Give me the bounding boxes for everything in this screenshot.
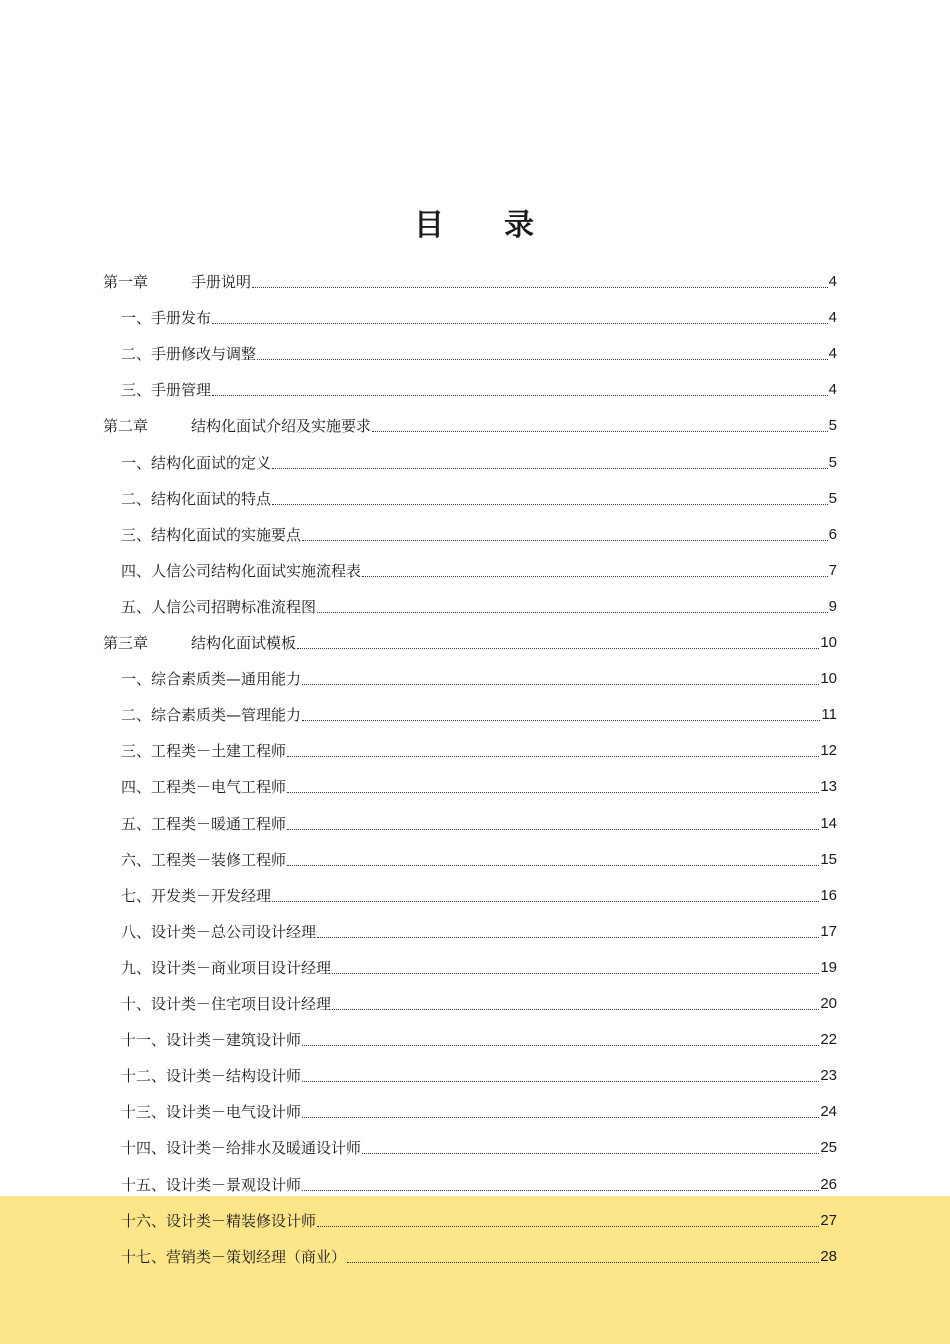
toc-entry-label bbox=[121, 741, 286, 761]
toc-chapter-entry[interactable] bbox=[0, 617, 950, 653]
dot-leader bbox=[302, 720, 820, 721]
chapter-number: 第二章 bbox=[103, 417, 149, 436]
toc-section-entry[interactable] bbox=[0, 1050, 950, 1086]
toc-entry-title: 五、工程类－暖通工程师 bbox=[121, 814, 287, 833]
toc-page-number: 28 bbox=[820, 1247, 837, 1265]
toc-entry-title: 结构化面试介绍及实施要求 bbox=[191, 417, 372, 436]
toc-entry-label bbox=[121, 380, 211, 400]
toc-section-entry[interactable] bbox=[0, 834, 950, 870]
toc-section-entry[interactable] bbox=[0, 1231, 950, 1267]
toc-entry-title: 十五、设计类－景观设计师 bbox=[121, 1175, 302, 1194]
toc-page-number: 22 bbox=[820, 1031, 837, 1049]
toc-entry-title: 一、手册发布 bbox=[121, 309, 212, 328]
toc-section-entry[interactable] bbox=[0, 581, 950, 617]
toc-section-entry[interactable] bbox=[0, 689, 950, 725]
toc-page-number: 23 bbox=[820, 1067, 837, 1085]
toc-entry-label bbox=[121, 453, 271, 473]
dot-leader bbox=[252, 287, 828, 288]
toc-entry-title: 十一、设计类－建筑设计师 bbox=[121, 1031, 302, 1050]
dot-leader bbox=[302, 1081, 819, 1082]
toc-page-number: 15 bbox=[820, 850, 837, 868]
toc-page-number: 25 bbox=[820, 1139, 837, 1157]
toc-page-number: 4 bbox=[828, 345, 837, 363]
toc-section-entry[interactable] bbox=[0, 473, 950, 509]
toc-entry-title: 十二、设计类－结构设计师 bbox=[121, 1067, 302, 1086]
toc-section-entry[interactable] bbox=[0, 725, 950, 761]
toc-section-entry[interactable] bbox=[0, 1122, 950, 1158]
dot-leader bbox=[302, 1117, 819, 1118]
dot-leader bbox=[372, 431, 828, 432]
toc-entry-label bbox=[121, 597, 316, 617]
toc-section-entry[interactable] bbox=[0, 761, 950, 797]
dot-leader bbox=[362, 1153, 819, 1154]
title-char: 录 bbox=[504, 208, 536, 243]
toc-page-number: 4 bbox=[828, 381, 837, 399]
toc-entry-label bbox=[121, 850, 286, 870]
toc-entry-label bbox=[121, 705, 301, 725]
toc-entry-title: 十四、设计类－给排水及暖通设计师 bbox=[121, 1139, 362, 1158]
toc-entry-title: 手册说明 bbox=[191, 273, 252, 291]
dot-leader bbox=[287, 756, 819, 757]
toc-page-number: 26 bbox=[820, 1175, 837, 1193]
toc-page-number: 5 bbox=[828, 417, 837, 435]
toc-section-entry[interactable] bbox=[0, 437, 950, 473]
toc-entry-title: 四、人信公司结构化面试实施流程表 bbox=[121, 561, 362, 580]
toc-section-entry[interactable] bbox=[0, 328, 950, 364]
toc-entry-title: 四、工程类－电气工程师 bbox=[121, 778, 287, 797]
toc-page-number: 20 bbox=[820, 995, 837, 1012]
toc-entry-label bbox=[121, 1066, 301, 1086]
toc-section-entry[interactable] bbox=[0, 798, 950, 834]
toc-page-number: 10 bbox=[820, 670, 837, 688]
toc-chapter-entry[interactable] bbox=[0, 400, 950, 436]
toc-page-number: 12 bbox=[820, 742, 837, 760]
toc-entry-title: 九、设计类－商业项目设计经理 bbox=[121, 958, 332, 977]
toc-entry-label bbox=[121, 922, 316, 942]
dot-leader bbox=[287, 792, 819, 793]
dot-leader bbox=[317, 612, 828, 613]
toc-page-number: 5 bbox=[828, 453, 837, 471]
toc-entry-label bbox=[121, 561, 361, 581]
dot-leader bbox=[272, 504, 828, 505]
toc-entry-label bbox=[121, 1247, 346, 1267]
toc-section-entry[interactable] bbox=[0, 653, 950, 689]
toc-entry-title: 一、结构化面试的定义 bbox=[121, 453, 272, 472]
toc-entry-label bbox=[121, 777, 286, 797]
toc-entry-title: 二、综合素质类—管理能力 bbox=[121, 706, 302, 725]
toc-page-number: 9 bbox=[828, 597, 837, 615]
toc-section-entry[interactable] bbox=[0, 509, 950, 545]
toc-page-number: 13 bbox=[820, 778, 837, 796]
toc-entry-label bbox=[121, 344, 256, 364]
toc-entry-title: 十、设计类－住宅项目设计经理 bbox=[121, 995, 332, 1013]
title-char: 目 bbox=[414, 208, 446, 243]
dot-leader bbox=[302, 1045, 819, 1046]
toc-chapter-entry[interactable] bbox=[0, 256, 950, 292]
dot-leader bbox=[287, 829, 819, 830]
toc-page-number: 4 bbox=[828, 273, 837, 290]
dot-leader bbox=[297, 648, 819, 649]
toc-page-number: 7 bbox=[828, 561, 837, 579]
toc-entry-label bbox=[103, 633, 296, 653]
toc-section-entry[interactable] bbox=[0, 292, 950, 328]
toc-entry-label bbox=[121, 814, 286, 834]
toc-entry-title: 三、工程类－土建工程师 bbox=[121, 742, 287, 761]
chapter-number: 第三章 bbox=[103, 634, 149, 652]
toc-entry-title: 二、手册修改与调整 bbox=[121, 345, 257, 364]
toc-page-number: 16 bbox=[820, 886, 837, 904]
toc-entry-label bbox=[103, 416, 371, 436]
dot-leader bbox=[257, 359, 828, 360]
toc-entry-label bbox=[121, 489, 271, 509]
toc-entry-title: 七、开发类－开发经理 bbox=[121, 886, 272, 905]
dot-leader bbox=[332, 1009, 819, 1010]
page-title bbox=[0, 200, 950, 244]
toc-entry-title: 三、结构化面试的实施要点 bbox=[121, 525, 302, 544]
toc-section-entry[interactable] bbox=[0, 545, 950, 581]
toc-entry-title: 三、手册管理 bbox=[121, 381, 212, 400]
toc-section-entry[interactable] bbox=[0, 870, 950, 906]
toc-entry-label bbox=[121, 1030, 301, 1050]
toc-entry-label bbox=[121, 886, 271, 906]
chapter-number: 第一章 bbox=[103, 273, 149, 291]
toc-page-number: 14 bbox=[820, 814, 837, 832]
toc-page-number: 17 bbox=[820, 922, 837, 940]
dot-leader bbox=[287, 865, 819, 866]
toc-section-entry[interactable] bbox=[0, 1014, 950, 1050]
toc-section-entry[interactable] bbox=[0, 364, 950, 400]
dot-leader bbox=[317, 1226, 819, 1227]
toc-entry-title: 十七、营销类－策划经理（商业） bbox=[121, 1247, 347, 1266]
toc-entry-label bbox=[121, 308, 211, 328]
toc-section-entry[interactable] bbox=[0, 978, 950, 1014]
toc-entry-label bbox=[121, 1175, 301, 1195]
toc-section-entry[interactable] bbox=[0, 942, 950, 978]
toc-page-number: 5 bbox=[828, 489, 837, 507]
toc-page-number: 24 bbox=[820, 1103, 837, 1121]
toc-entry-label bbox=[103, 272, 251, 292]
toc-entry-label bbox=[121, 994, 331, 1014]
toc-entry-label bbox=[121, 669, 301, 689]
toc-entry-title: 六、工程类－装修工程师 bbox=[121, 850, 287, 869]
toc-page-number: 10 bbox=[820, 634, 837, 651]
dot-leader bbox=[302, 684, 819, 685]
toc-entry-title: 结构化面试模板 bbox=[191, 634, 297, 652]
toc-entry-label bbox=[121, 1211, 316, 1231]
dot-leader bbox=[317, 937, 819, 938]
toc-page-number: 27 bbox=[820, 1211, 837, 1229]
dot-leader bbox=[212, 323, 828, 324]
dot-leader bbox=[302, 540, 828, 541]
dot-leader bbox=[272, 468, 828, 469]
dot-leader bbox=[302, 1190, 819, 1191]
toc-section-entry[interactable] bbox=[0, 1195, 950, 1231]
dot-leader bbox=[362, 576, 828, 577]
toc-section-entry[interactable] bbox=[0, 1159, 950, 1195]
toc-entry-title: 八、设计类－总公司设计经理 bbox=[121, 922, 317, 941]
toc-entry-title: 十六、设计类－精装修设计师 bbox=[121, 1211, 317, 1230]
toc-entry-label bbox=[121, 958, 331, 978]
toc-entry-label bbox=[121, 525, 301, 545]
toc-entry-title: 一、综合素质类—通用能力 bbox=[121, 670, 302, 689]
toc-page-number: 4 bbox=[828, 309, 837, 327]
dot-leader bbox=[332, 973, 819, 974]
toc-section-entry[interactable] bbox=[0, 906, 950, 942]
dot-leader bbox=[347, 1262, 819, 1263]
dot-leader bbox=[212, 395, 828, 396]
toc-section-entry[interactable] bbox=[0, 1086, 950, 1122]
dot-leader bbox=[272, 901, 819, 902]
toc-entry-title: 十三、设计类－电气设计师 bbox=[121, 1103, 302, 1122]
toc-entry-label bbox=[121, 1102, 301, 1122]
toc-page-number: 19 bbox=[820, 958, 837, 976]
toc-entry-label bbox=[121, 1138, 361, 1158]
toc-entry-title: 二、结构化面试的特点 bbox=[121, 489, 272, 508]
toc-page-number: 6 bbox=[828, 525, 837, 543]
toc-entry-title: 五、人信公司招聘标准流程图 bbox=[121, 597, 317, 616]
toc-page-number: 11 bbox=[821, 706, 837, 724]
